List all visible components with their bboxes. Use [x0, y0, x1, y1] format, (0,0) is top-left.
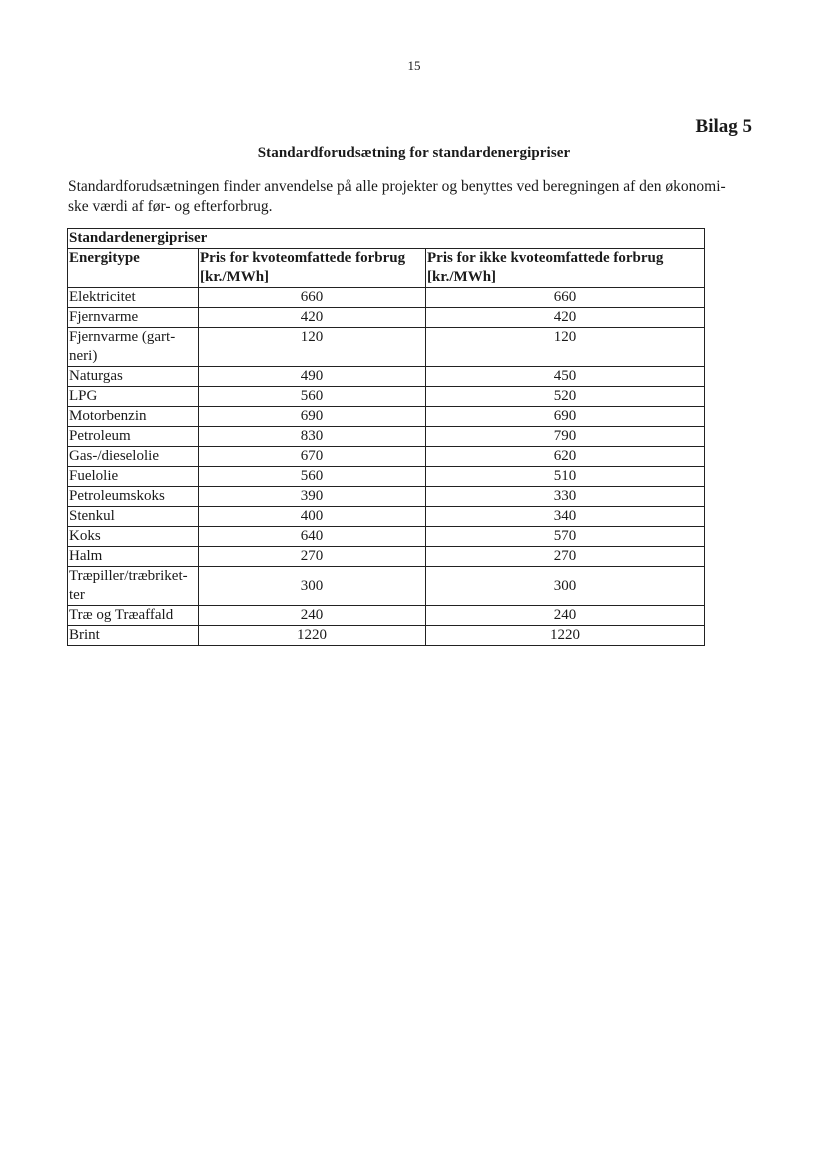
table-row [68, 626, 705, 646]
energy-type-cell [68, 308, 199, 328]
table-caption: Standardenergipriser [68, 229, 705, 249]
energy-type-label: Fjernvarme (gart- [69, 329, 176, 345]
table-row [68, 288, 705, 308]
nonquota-price-cell: 340 [426, 507, 705, 527]
energy-type-cell [68, 367, 199, 387]
header-quota-price-line1: Pris for kvoteomfattede forbrug [200, 250, 406, 266]
quota-price-cell: 690 [199, 407, 426, 427]
nonquota-price-cell: 510 [426, 467, 705, 487]
energy-type-cell [68, 407, 199, 427]
nonquota-price-cell: 300 [426, 567, 705, 606]
nonquota-price-cell: 120 [426, 328, 705, 367]
energy-type-label: Naturgas [69, 368, 123, 384]
intro-line-1: Standardforudsætningen finder anvendelse på alle projekter og benyttes ved beregningen af den økonomi- [68, 178, 726, 195]
table-row [68, 567, 705, 606]
energy-type-label-cont: neri) [69, 348, 98, 364]
nonquota-price-cell: 240 [426, 606, 705, 626]
energy-type-label: Fuelolie [69, 468, 119, 484]
nonquota-price-cell: 690 [426, 407, 705, 427]
quota-price-cell: 830 [199, 427, 426, 447]
quota-price-cell: 240 [199, 606, 426, 626]
table-row [68, 487, 705, 507]
quota-price-cell: 490 [199, 367, 426, 387]
quota-price-cell: 660 [199, 288, 426, 308]
nonquota-price-cell: 570 [426, 527, 705, 547]
nonquota-price-cell: 660 [426, 288, 705, 308]
energy-type-cell [68, 467, 199, 487]
nonquota-price-cell: 1220 [426, 626, 705, 646]
intro-paragraph [68, 177, 758, 217]
energy-type-label: Halm [69, 548, 103, 564]
quota-price-cell: 560 [199, 467, 426, 487]
energy-type-cell [68, 487, 199, 507]
quota-price-cell: 400 [199, 507, 426, 527]
energy-type-cell [68, 507, 199, 527]
header-energy-type: Energitype [68, 249, 199, 288]
table-row [68, 308, 705, 328]
energy-type-label: LPG [69, 388, 98, 404]
table-row [68, 367, 705, 387]
energy-type-label: Motorbenzin [69, 408, 147, 424]
energy-type-cell [68, 606, 199, 626]
energy-type-label-cont: ter [69, 587, 85, 603]
energy-type-label: Fjernvarme [69, 309, 139, 325]
energy-type-label: Brint [69, 627, 100, 643]
table-row [68, 507, 705, 527]
table-row [68, 467, 705, 487]
energy-type-cell [68, 626, 199, 646]
nonquota-price-cell: 520 [426, 387, 705, 407]
table-row [68, 427, 705, 447]
energy-type-cell [68, 427, 199, 447]
table-row [68, 387, 705, 407]
table-header-row [68, 249, 705, 288]
energy-type-label: Træ og Træaffald [69, 607, 174, 623]
annex-label: Bilag 5 [695, 116, 752, 137]
quota-price-cell: 270 [199, 547, 426, 567]
energy-type-cell [68, 547, 199, 567]
header-nonquota-price-line1: Pris for ikke kvoteomfattede forbrug [427, 250, 664, 266]
page-number: 15 [407, 58, 421, 73]
table-row [68, 527, 705, 547]
energy-type-cell [68, 328, 199, 367]
table-row [68, 447, 705, 467]
quota-price-cell: 390 [199, 487, 426, 507]
nonquota-price-cell: 790 [426, 427, 705, 447]
energy-type-label: Petroleumskoks [69, 488, 165, 504]
energy-type-label: Elektricitet [69, 289, 136, 305]
quota-price-cell: 640 [199, 527, 426, 547]
table-row [68, 547, 705, 567]
quota-price-cell: 420 [199, 308, 426, 328]
nonquota-price-cell: 330 [426, 487, 705, 507]
header-quota-price-unit: [kr./MWh] [200, 269, 270, 285]
quota-price-cell: 300 [199, 567, 426, 606]
nonquota-price-cell: 420 [426, 308, 705, 328]
energy-type-cell [68, 527, 199, 547]
nonquota-price-cell: 620 [426, 447, 705, 467]
energy-type-label: Koks [69, 528, 101, 544]
header-quota-price [199, 249, 426, 288]
energy-type-cell [68, 387, 199, 407]
intro-line-2: ske værdi af før- og efterforbrug. [68, 198, 273, 215]
energy-type-label: Stenkul [69, 508, 115, 524]
header-nonquota-price [426, 249, 705, 288]
quota-price-cell: 120 [199, 328, 426, 367]
quota-price-cell: 560 [199, 387, 426, 407]
energy-type-label: Petroleum [69, 428, 131, 444]
energy-price-table [67, 228, 705, 646]
quota-price-cell: 1220 [199, 626, 426, 646]
nonquota-price-cell: 450 [426, 367, 705, 387]
table-row [68, 407, 705, 427]
quota-price-cell: 670 [199, 447, 426, 467]
energy-type-cell [68, 447, 199, 467]
table-body [68, 288, 705, 646]
energy-type-label: Træpiller/træbriket- [69, 568, 188, 584]
energy-type-cell [68, 567, 199, 606]
header-nonquota-price-unit: [kr./MWh] [427, 269, 497, 285]
energy-type-label: Gas-/dieselolie [69, 448, 159, 464]
document-title: Standardforudsætning for standardenergipriser [257, 145, 571, 161]
nonquota-price-cell: 270 [426, 547, 705, 567]
energy-type-cell [68, 288, 199, 308]
table-row [68, 606, 705, 626]
table-row [68, 328, 705, 367]
